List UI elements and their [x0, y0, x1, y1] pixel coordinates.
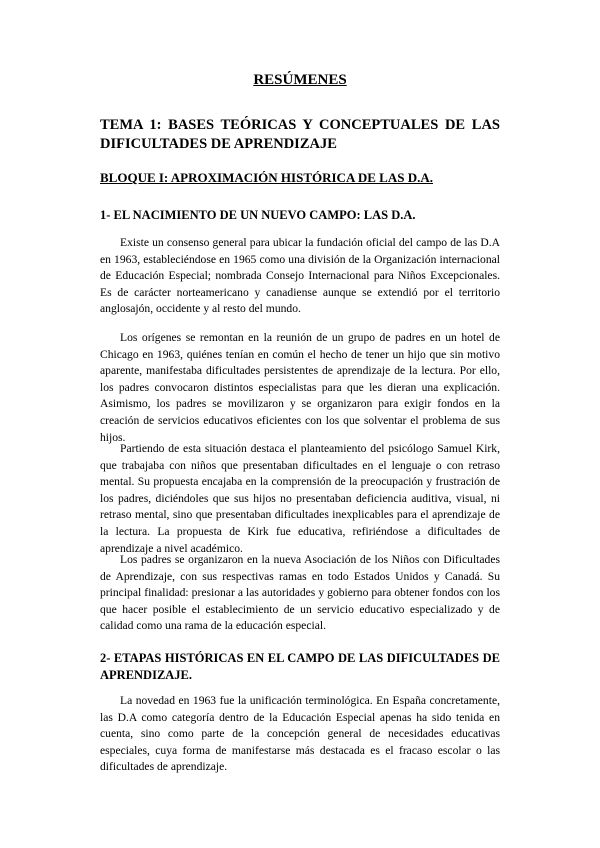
- section-1-paragraph: Partiendo de esta situación destaca el planteamiento del psicólogo Samuel Kirk, que trabajaba con niños que presentaban dificultades en el lenguaje o con retraso mental. Su propuesta encajaba en la comprensión de la preocupación y frustración de los padres, diciéndoles que sus hijos no presentaban deficiencia auditiva, visual, ni retraso mental, sino que presentaban dificultades inexplicables para el aprendizaje de la lectura. La propuesta de Kirk fue educativa, refiriéndose a dificultades de aprendizaje a nivel académico.: [100, 442, 500, 555]
- block-heading: BLOQUE I: APROXIMACIÓN HISTÓRICA DE LAS D.A.: [100, 170, 433, 185]
- document-title: RESÚMENES: [253, 72, 347, 88]
- section-1-paragraph: Los padres se organizaron en la nueva Asociación de los Niños con Dificultades de Aprendizaje, con sus respectivas ramas en todo Estados Unidos y Canadá. Su principal finalidad: presionar a las autoridades y gobierno para obtener fondos con los que hacer posible el establecimiento de un servicio educativo especializado y de calidad como una rama de la educación especial.: [100, 553, 500, 633]
- section-1-paragraph: Los orígenes se remontan en la reunión de un grupo de padres en un hotel de Chicago en 1963, quiénes tenían en común el hecho de tener un hijo que sin motivo aparente, manifestaba dificultades persistentes de aprendizaje de la lectura. Por ello, los padres convocaron distintos especialistas para que les dieran una explicación. Asimismo, los padres se movilizaron y se organizaron para exigir fondos en la creación de servicios educativos eficientes con los que solventar el problema de sus hijos.: [100, 331, 500, 444]
- topic-heading: TEMA 1: BASES TEÓRICAS Y CONCEPTUALES DE LAS DIFICULTADES DE APRENDIZAJE: [100, 117, 500, 152]
- section-1-paragraph: Existe un consenso general para ubicar la fundación oficial del campo de las D.A en 1963, estableciéndose en 1965 como una división de la Organización internacional de Educación Especial; nombrada Consejo Internacional para Niños Excepcionales. Es de carácter norteamericano y canadiense aunque se extendió por el territorio anglosajón, occidente y al resto del mundo.: [100, 236, 500, 316]
- section-2-heading: 2- ETAPAS HISTÓRICAS EN EL CAMPO DE LAS DIFICULTADES DE APRENDIZAJE.: [100, 651, 500, 682]
- section-2-paragraph: La novedad en 1963 fue la unificación terminológica. En España concretamente, las D.A como categoría dentro de la Educación Especial apenas ha sido tenida en cuenta, sino como parte de la concepción general de necesidades educativas especiales, cuya forma de manifestarse más destacada es el fracaso escolar o las dificultades de aprendizaje.: [100, 694, 500, 774]
- section-1-heading: 1- EL NACIMIENTO DE UN NUEVO CAMPO: LAS D.A.: [100, 208, 416, 222]
